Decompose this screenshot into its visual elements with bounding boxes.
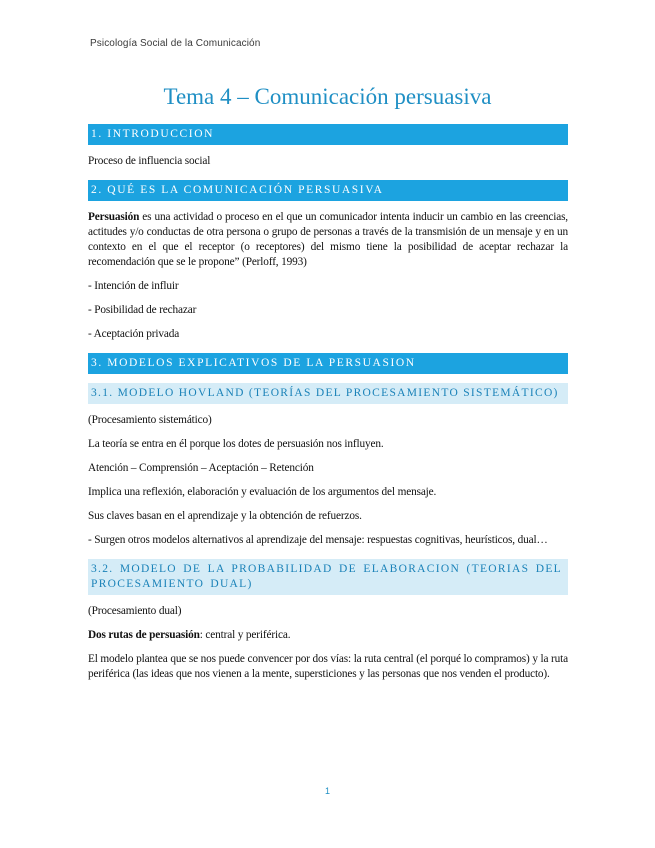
- paragraph-text: : central y periférica.: [199, 629, 291, 641]
- running-header: Psicología Social de la Comunicación: [90, 38, 261, 49]
- subsection-heading-probabilidad-elaboracion: 3.2. MODELO DE LA PROBABILIDAD DE ELABORACION (TEORIAS DEL PROCESAMIENTO DUAL): [88, 559, 568, 595]
- paragraph: Implica una reflexión, elaboración y evaluación de los argumentos del mensaje.: [88, 486, 437, 498]
- paragraph: [88, 628, 568, 643]
- section-heading-modelos: 3. MODELOS EXPLICATIVOS DE LA PERSUASION: [88, 353, 568, 374]
- definition-term: Persuasión: [88, 211, 140, 223]
- paragraph: La teoría se entra en él porque los dotes de persuasión nos influyen.: [88, 438, 384, 450]
- paragraph: (Procesamiento sistemático): [88, 414, 212, 426]
- list-item: - Aceptación privada: [88, 328, 180, 340]
- paragraph: El modelo plantea que se nos puede convencer por dos vías: la ruta central (el porqué lo compramos) y la ruta periférica (las ideas que nos vienen a la mente, supersticiones y las personas que nos venden el producto).: [88, 653, 568, 680]
- paragraph: Proceso de influencia social: [88, 155, 211, 167]
- definition-paragraph: [88, 210, 568, 270]
- paragraph: - Surgen otros modelos alternativos al aprendizaje del mensaje: respuestas cognitivas, heurísticos, dual…: [88, 534, 548, 546]
- subsection-heading-hovland: 3.1. MODELO HOVLAND (TEORÍAS DEL PROCESAMIENTO SISTEMÁTICO): [88, 383, 568, 404]
- section-heading-introduccion: 1. INTRODUCCION: [88, 124, 568, 145]
- document-body: [88, 124, 568, 682]
- list-item: - Intención de influir: [88, 280, 179, 292]
- paragraph: (Procesamiento dual): [88, 605, 182, 617]
- bold-term: Dos rutas de persuasión: [88, 629, 200, 641]
- list-item: - Posibilidad de rechazar: [88, 304, 197, 316]
- document-title: Tema 4 – Comunicación persuasiva: [163, 84, 492, 109]
- section-heading-que-es: 2. QUÉ ES LA COMUNICACIÓN PERSUASIVA: [88, 180, 568, 201]
- paragraph: Atención – Comprensión – Aceptación – Retención: [88, 462, 314, 474]
- definition-text: es una actividad o proceso en el que un comunicador intenta inducir un cambio en las creencias, actitudes y/o conductas de otra persona o grupo de personas a través de la transmisión de un mensaje y en un contexto en el que el receptor (o receptores) del mismo tiene la posibilidad de aceptar rechazar la recomendación que se le propone” (Perloff, 1993): [88, 211, 568, 268]
- paragraph: Sus claves basan en el aprendizaje y la obtención de refuerzos.: [88, 510, 362, 522]
- page-number: 1: [324, 786, 330, 796]
